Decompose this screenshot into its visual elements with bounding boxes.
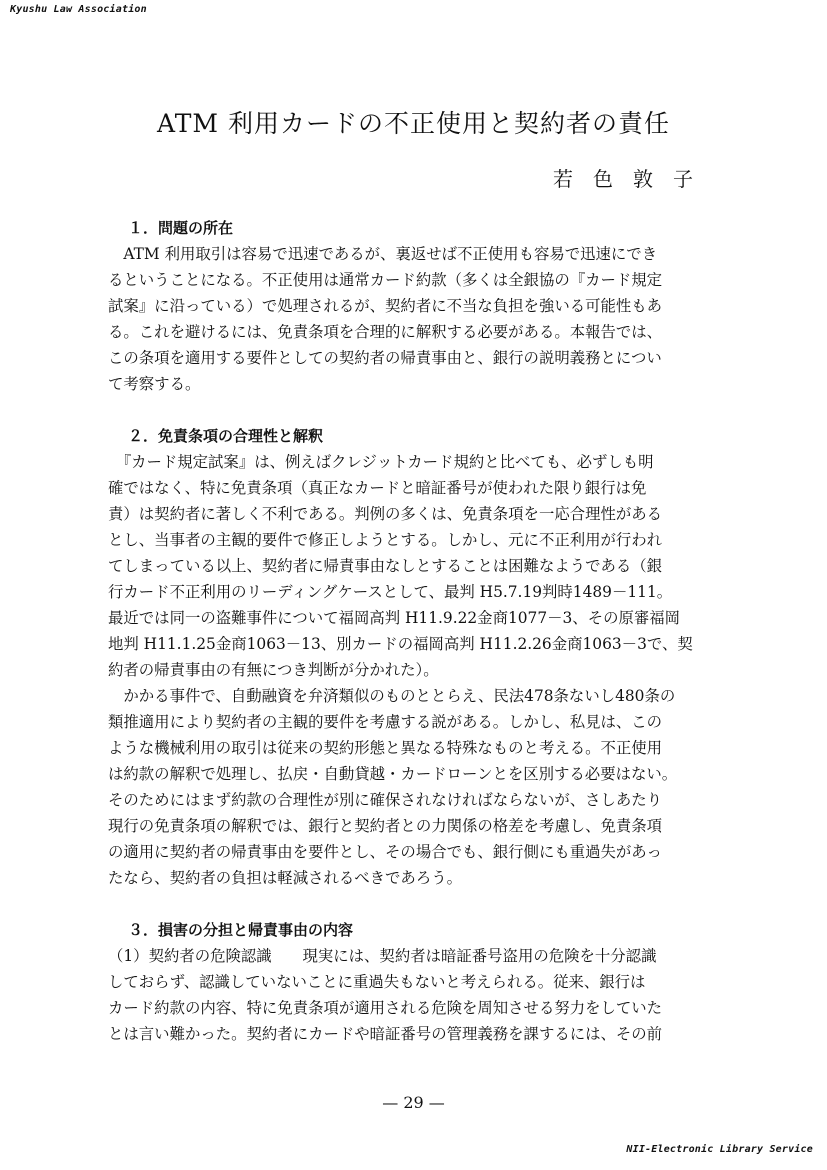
section-heading: １．問題の所在 <box>128 219 234 237</box>
body-line: そのためにはまず約款の合理性が別に確保されなければならないが、さしあたり <box>108 791 663 809</box>
body-line: 最近では同一の盗難事件について福岡高判 H11.9.22金商1077－3、その原審福岡 <box>108 609 681 627</box>
paper-body <box>108 215 718 1047</box>
footer-service: NII-Electronic Library Service <box>626 1144 813 1155</box>
body-line: 地判 H11.1.25金商1063－13、別カードの福岡高判 H11.2.26金商1063－3で、契 <box>108 635 693 653</box>
body-line: ATM 利用取引は容易で迅速であるが、裏返せば不正使用も容易で迅速にでき <box>108 245 658 263</box>
body-line: の適用に契約者の帰責事由を要件とし、その場合でも、銀行側にも重過失があっ <box>108 843 662 861</box>
section-heading: ２．免責条項の合理性と解釈 <box>128 427 324 445</box>
body-line: 試案』に沿っている）で処理されるが、契約者に不当な負担を強いる可能性もあ <box>108 297 663 315</box>
body-line: 行カード不正利用のリーディングケースとして、最判 H5.7.19判時1489－111。 <box>108 583 673 601</box>
body-line: 約者の帰責事由の有無につき判断が分かれた）。 <box>108 661 439 679</box>
body-line: ような機械利用の取引は従来の契約形態と異なる特殊なものと考える。不正使用 <box>108 739 663 757</box>
body-line: る。これを避けるには、免責条項を合理的に解釈する必要がある。本報告では、 <box>108 323 663 341</box>
section-heading: ３．損害の分担と帰責事由の内容 <box>128 921 354 939</box>
body-line: 現行の免責条項の解釈では、銀行と契約者との力関係の格差を考慮し、免責条項 <box>108 817 663 835</box>
body-line: たなら、契約者の負担は軽減されるべきであろう。 <box>108 869 462 887</box>
paper-title: ATM 利用カードの不正使用と契約者の責任 <box>157 109 670 138</box>
header-source: Kyushu Law Association <box>10 4 147 15</box>
body-line: 『カード規定試案』は、例えばクレジットカード規約と比べても、必ずしも明 <box>108 453 654 471</box>
body-line: カード約款の内容、特に免責条項が適用される危険を周知させる努力をしていた <box>108 999 663 1017</box>
body-line: 確ではなく、特に免責条項（真正なカードと暗証番号が使われた限り銀行は免 <box>108 479 647 497</box>
body-line: は約款の解釈で処理し、払戻・自動貸越・カードローンとを区別する必要はない。 <box>108 765 678 783</box>
body-line: て考察する。 <box>108 375 201 393</box>
body-line: とし、当事者の主観的要件で修正しようとする。しかし、元に不正利用が行われ <box>108 531 663 549</box>
body-line: てしまっている以上、契約者に帰責事由なしとすることは困難なようである（銀 <box>108 557 663 575</box>
body-line: 責）は契約者に著しく不利である。判例の多くは、免責条項を一応合理性がある <box>108 505 663 523</box>
author-name: 若色敦子 <box>553 167 713 191</box>
body-line: 類推適用により契約者の主観的要件を考慮する説がある。しかし、私見は、この <box>108 713 663 731</box>
page-number: — 29 — <box>382 1093 445 1112</box>
body-line: とは言い難かった。契約者にカードや暗証番号の管理義務を課するには、その前 <box>108 1025 663 1043</box>
body-line: しておらず、認識していないことに重過失もないと考えられる。従来、銀行は <box>108 973 646 991</box>
body-line: るということになる。不正使用は通常カード約款（多くは全銀協の『カード規定 <box>108 271 663 289</box>
body-line: かかる事件で、自動融資を弁済類似のものととらえ、民法478条ないし480条の <box>108 687 676 705</box>
body-line: この条項を適用する要件としての契約者の帰責事由と、銀行の説明義務とについ <box>108 349 662 367</box>
body-line: （1）契約者の危険認識 現実には、契約者は暗証番号盗用の危険を十分認識 <box>108 947 657 965</box>
